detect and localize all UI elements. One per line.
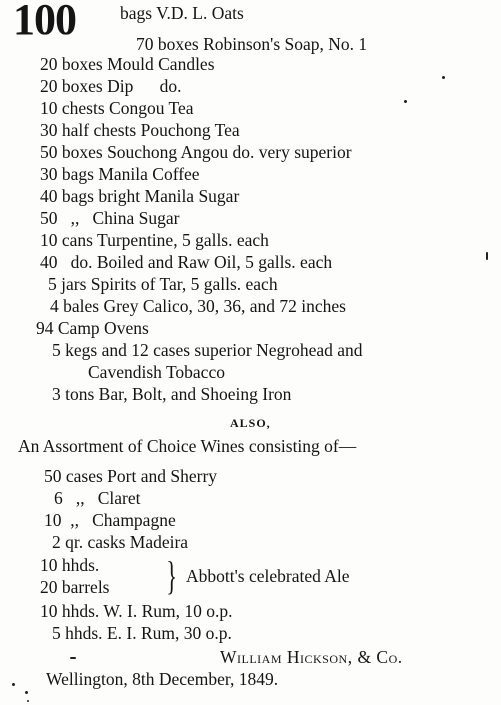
- ink-speck: [27, 700, 29, 702]
- rum-line: 5 hhds. E. I. Rum, 30 o.p.: [52, 623, 232, 643]
- item-line: 3 tons Bar, Bolt, and Shoeing Iron: [52, 384, 292, 404]
- item-line: 70 boxes Robinson's Soap, No. 1: [136, 34, 368, 54]
- ale-quantity: 20 barrels: [40, 577, 110, 597]
- item-line: 20 boxes Mould Candles: [40, 54, 215, 74]
- ink-speck: [486, 252, 488, 260]
- also-heading: ALSO,: [230, 416, 271, 430]
- rum-line: 10 hhds. W. I. Rum, 10 o.p.: [40, 601, 233, 621]
- item-line: 10 chests Congou Tea: [40, 98, 194, 118]
- wines-intro: An Assortment of Choice Wines consisting of—: [18, 436, 357, 456]
- seller-signature: William Hickson, & Co.: [220, 647, 403, 667]
- item-line: 94 Camp Ovens: [36, 318, 149, 338]
- ink-speck: [404, 100, 407, 103]
- item-line: 10 cans Turpentine, 5 galls. each: [40, 230, 269, 250]
- ink-speck: [12, 683, 15, 686]
- lead-number: 100: [13, 0, 76, 44]
- ink-speck: [25, 691, 28, 694]
- place-date: Wellington, 8th December, 1849.: [46, 669, 279, 689]
- brace-mark: }: [166, 553, 177, 598]
- ink-speck: [442, 76, 445, 79]
- item-line: 5 jars Spirits of Tar, 5 galls. each: [48, 274, 278, 294]
- item-line: 50 boxes Souchong Angou do. very superior: [40, 142, 352, 162]
- item-line: 40 bags bright Manila Sugar: [40, 186, 240, 206]
- item-line: Cavendish Tobacco: [88, 362, 225, 382]
- ale-description: Abbott's celebrated Ale: [186, 566, 350, 586]
- item-line: 4 bales Grey Calico, 30, 36, and 72 inches: [50, 296, 346, 316]
- wine-line: 50 cases Port and Sherry: [44, 466, 218, 486]
- item-line: 50 ,, China Sugar: [40, 208, 180, 228]
- item-line: 20 boxes Dip do.: [40, 76, 182, 96]
- wine-line: 2 qr. casks Madeira: [52, 532, 189, 552]
- item-line: 30 bags Manila Coffee: [40, 164, 200, 184]
- item-line: 5 kegs and 12 cases superior Negrohead and: [52, 340, 363, 360]
- item-line: 40 do. Boiled and Raw Oil, 5 galls. each: [40, 252, 333, 272]
- wine-line: 6 ,, Claret: [54, 488, 141, 508]
- item-line: 30 half chests Pouchong Tea: [40, 120, 240, 140]
- wine-line: 10 ,, Champagne: [44, 510, 176, 530]
- ink-speck: [70, 657, 76, 659]
- lead-text: bags V.D. L. Oats: [120, 3, 244, 23]
- ale-quantity: 10 hhds.: [40, 555, 100, 575]
